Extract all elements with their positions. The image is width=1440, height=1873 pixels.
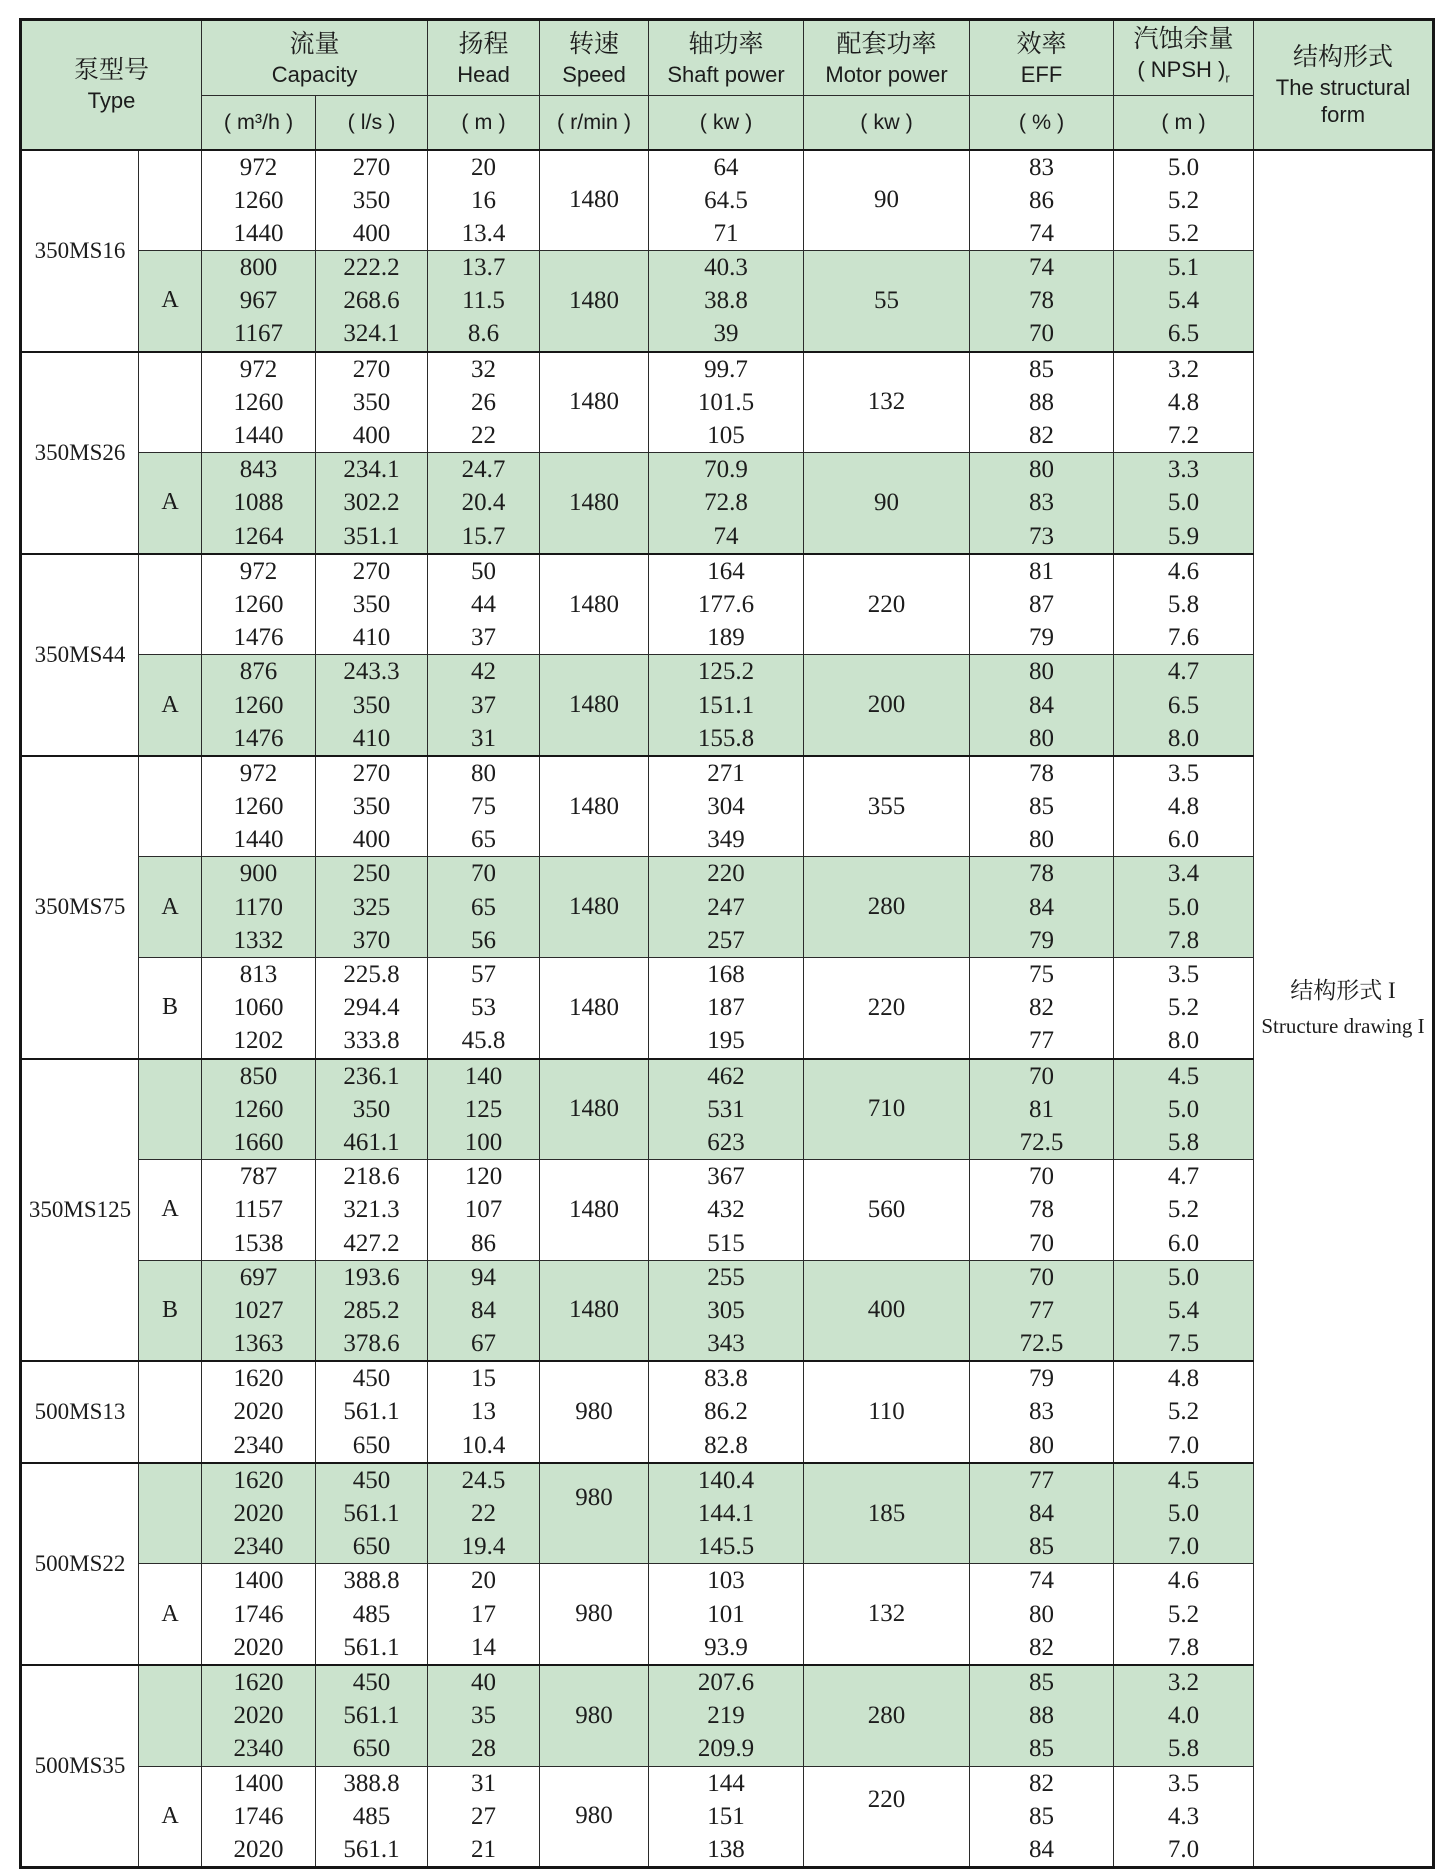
eff-cell: 81 87 79 [970, 554, 1114, 655]
header-eff: 效率 EFF [970, 20, 1114, 96]
table-row [21, 1059, 1434, 1160]
structure-form-cell [1254, 150, 1434, 1868]
header-speed: 转速 Speed [540, 20, 649, 96]
eff-cell: 80 83 73 [970, 453, 1114, 554]
speed-cell: 980 [540, 1361, 649, 1463]
eff-cell: 83 86 74 [970, 150, 1114, 251]
header-type-en: Type [87, 88, 136, 114]
head-cell: 80 75 65 [428, 756, 540, 857]
motor-power-cell: 710 [804, 1059, 970, 1160]
shaft-power-cell: 83.8 86.2 82.8 [649, 1361, 804, 1463]
model-cell: 350MS125 [21, 1059, 139, 1362]
unit-speed: ( r/min ) [540, 96, 649, 150]
table-row [21, 1160, 1434, 1261]
head-cell: 70 65 56 [428, 857, 540, 958]
variant-cell [139, 352, 202, 453]
speed-cell: 1480 [540, 251, 649, 352]
model-cell: 350MS44 [21, 554, 139, 756]
capacity-m3h-cell: 1620 2020 2340 [202, 1665, 316, 1766]
head-cell: 120 107 86 [428, 1160, 540, 1261]
motor-power-cell: 280 [804, 857, 970, 958]
npsh-cell: 3.5 4.8 6.0 [1114, 756, 1254, 857]
shaft-power-cell: 207.6 219 209.9 [649, 1665, 804, 1766]
shaft-power-cell: 125.2 151.1 155.8 [649, 655, 804, 756]
capacity-ls-cell: 234.1 302.2 351.1 [316, 453, 428, 554]
head-cell: 57 53 45.8 [428, 958, 540, 1059]
variant-cell: B [139, 1260, 202, 1361]
eff-cell: 78 84 79 [970, 857, 1114, 958]
variant-cell [139, 1463, 202, 1564]
capacity-ls-cell: 270 350 400 [316, 150, 428, 251]
head-cell: 13.7 11.5 8.6 [428, 251, 540, 352]
npsh-cell: 4.7 5.2 6.0 [1114, 1160, 1254, 1261]
header-head: 扬程 Head [428, 20, 540, 96]
capacity-m3h-cell: 876 1260 1476 [202, 655, 316, 756]
capacity-m3h-cell: 972 1260 1440 [202, 756, 316, 857]
table-row [21, 756, 1434, 857]
table-row [21, 857, 1434, 958]
unit-capacity-ls: ( l/s ) [316, 96, 428, 150]
head-cell: 140 125 100 [428, 1059, 540, 1160]
motor-power-cell: 355 [804, 756, 970, 857]
capacity-m3h-cell: 697 1027 1363 [202, 1260, 316, 1361]
table-row [21, 1463, 1434, 1564]
head-cell: 24.5 22 19.4 [428, 1463, 540, 1564]
shaft-power-cell: 220 247 257 [649, 857, 804, 958]
table-row [21, 251, 1434, 352]
variant-cell [139, 554, 202, 655]
speed-cell: 1480 [540, 857, 649, 958]
eff-cell: 79 83 80 [970, 1361, 1114, 1463]
variant-cell: A [139, 1564, 202, 1665]
structure-note-en: Structure drawing I [1261, 1014, 1425, 1039]
head-cell: 20 17 14 [428, 1564, 540, 1665]
header-npsh: 汽蚀余量 ( NPSH )$_r$ [1114, 20, 1254, 96]
capacity-m3h-cell: 843 1088 1264 [202, 453, 316, 554]
capacity-ls-cell: 450 561.1 650 [316, 1665, 428, 1766]
capacity-ls-cell: 270 350 410 [316, 554, 428, 655]
table-row [21, 352, 1434, 453]
eff-cell: 74 80 82 [970, 1564, 1114, 1665]
capacity-m3h-cell: 800 967 1167 [202, 251, 316, 352]
table-row [21, 958, 1434, 1059]
capacity-m3h-cell: 1400 1746 2020 [202, 1766, 316, 1868]
motor-power-cell: 220 [804, 554, 970, 655]
shaft-power-cell: 168 187 195 [649, 958, 804, 1059]
npsh-cell: 3.2 4.0 5.8 [1114, 1665, 1254, 1766]
motor-power-cell: 132 [804, 352, 970, 453]
head-cell: 50 44 37 [428, 554, 540, 655]
shaft-power-cell: 144 151 138 [649, 1766, 804, 1868]
motor-power-cell: 90 [804, 150, 970, 251]
header-type [21, 20, 202, 150]
capacity-ls-cell: 250 325 370 [316, 857, 428, 958]
capacity-m3h-cell: 972 1260 1440 [202, 150, 316, 251]
table-row [21, 655, 1434, 756]
variant-cell [139, 1361, 202, 1463]
header-motor-power: 配套功率 Motor power [804, 20, 970, 96]
table-row [21, 1260, 1434, 1361]
pump-table-body [21, 150, 1434, 1868]
head-cell: 42 37 31 [428, 655, 540, 756]
shaft-power-cell: 367 432 515 [649, 1160, 804, 1261]
shaft-power-cell: 140.4 144.1 145.5 [649, 1463, 804, 1564]
capacity-m3h-cell: 972 1260 1476 [202, 554, 316, 655]
eff-cell: 70 78 70 [970, 1160, 1114, 1261]
speed-cell: 1480 [540, 1160, 649, 1261]
head-cell: 31 27 21 [428, 1766, 540, 1868]
npsh-cell: 5.0 5.4 7.5 [1114, 1260, 1254, 1361]
speed-cell: 1480 [540, 453, 649, 554]
eff-cell: 74 78 70 [970, 251, 1114, 352]
eff-cell: 85 88 82 [970, 352, 1114, 453]
variant-cell: A [139, 453, 202, 554]
header-capacity: 流量 Capacity [202, 20, 428, 96]
variant-cell: A [139, 1766, 202, 1868]
model-cell: 350MS75 [21, 756, 139, 1059]
capacity-ls-cell: 450 561.1 650 [316, 1361, 428, 1463]
motor-power-cell: 185 [804, 1463, 970, 1564]
speed-cell: 1480 [540, 554, 649, 655]
shaft-power-cell: 40.3 38.8 39 [649, 251, 804, 352]
variant-cell [139, 1059, 202, 1160]
capacity-m3h-cell: 787 1157 1538 [202, 1160, 316, 1261]
npsh-cell: 5.0 5.2 5.2 [1114, 150, 1254, 251]
npsh-cell: 4.8 5.2 7.0 [1114, 1361, 1254, 1463]
speed-cell: 1480 [540, 1059, 649, 1160]
speed-cell: 1480 [540, 1260, 649, 1361]
head-cell: 32 26 22 [428, 352, 540, 453]
capacity-m3h-cell: 813 1060 1202 [202, 958, 316, 1059]
npsh-cell: 4.5 5.0 5.8 [1114, 1059, 1254, 1160]
motor-power-cell: 400 [804, 1260, 970, 1361]
speed-cell: 1480 [540, 756, 649, 857]
variant-cell: A [139, 655, 202, 756]
eff-cell: 70 81 72.5 [970, 1059, 1114, 1160]
table-row [21, 453, 1434, 554]
head-cell: 24.7 20.4 15.7 [428, 453, 540, 554]
structure-note-zh: 结构形式 I [1290, 978, 1396, 1004]
npsh-cell: 4.6 5.8 7.6 [1114, 554, 1254, 655]
capacity-m3h-cell: 850 1260 1660 [202, 1059, 316, 1160]
shaft-power-cell: 271 304 349 [649, 756, 804, 857]
unit-capacity-m3h: ( m³/h ) [202, 96, 316, 150]
unit-eff: ( % ) [970, 96, 1114, 150]
motor-power-cell: 55 [804, 251, 970, 352]
model-cell: 500MS13 [21, 1361, 139, 1463]
unit-head: ( m ) [428, 96, 540, 150]
capacity-ls-cell: 218.6 321.3 427.2 [316, 1160, 428, 1261]
model-cell: 350MS26 [21, 352, 139, 554]
capacity-ls-cell: 270 350 400 [316, 352, 428, 453]
variant-cell [139, 756, 202, 857]
head-cell: 20 16 13.4 [428, 150, 540, 251]
header-type-zh: 泵型号 [74, 56, 150, 85]
table-header [21, 20, 1434, 150]
variant-cell [139, 1665, 202, 1766]
shaft-power-cell: 99.7 101.5 105 [649, 352, 804, 453]
speed-cell: 1480 [540, 958, 649, 1059]
shaft-power-cell: 462 531 623 [649, 1059, 804, 1160]
npsh-cell: 3.5 5.2 8.0 [1114, 958, 1254, 1059]
npsh-cell: 3.2 4.8 7.2 [1114, 352, 1254, 453]
npsh-cell: 5.1 5.4 6.5 [1114, 251, 1254, 352]
header-structure: 结构形式 The structural form [1254, 20, 1434, 150]
table-row [21, 1766, 1434, 1868]
speed-cell: 1480 [540, 150, 649, 251]
head-cell: 40 35 28 [428, 1665, 540, 1766]
speed-cell: 980 [540, 1766, 649, 1868]
npsh-cell: 3.3 5.0 5.9 [1114, 453, 1254, 554]
npsh-cell: 4.7 6.5 8.0 [1114, 655, 1254, 756]
capacity-ls-cell: 450 561.1 650 [316, 1463, 428, 1564]
eff-cell: 85 88 85 [970, 1665, 1114, 1766]
capacity-ls-cell: 388.8 485 561.1 [316, 1564, 428, 1665]
table-row [21, 1361, 1434, 1463]
variant-cell [139, 150, 202, 251]
model-cell: 350MS16 [21, 150, 139, 352]
npsh-cell: 3.4 5.0 7.8 [1114, 857, 1254, 958]
variant-cell: A [139, 857, 202, 958]
pump-spec-table [19, 18, 1435, 1869]
model-cell: 500MS22 [21, 1463, 139, 1665]
capacity-ls-cell: 270 350 400 [316, 756, 428, 857]
npsh-cell: 3.5 4.3 7.0 [1114, 1766, 1254, 1868]
capacity-m3h-cell: 1620 2020 2340 [202, 1361, 316, 1463]
model-cell: 500MS35 [21, 1665, 139, 1868]
npsh-cell: 4.5 5.0 7.0 [1114, 1463, 1254, 1564]
eff-cell: 82 85 84 [970, 1766, 1114, 1868]
variant-cell: B [139, 958, 202, 1059]
capacity-m3h-cell: 972 1260 1440 [202, 352, 316, 453]
shaft-power-cell: 255 305 343 [649, 1260, 804, 1361]
head-cell: 94 84 67 [428, 1260, 540, 1361]
capacity-ls-cell: 388.8 485 561.1 [316, 1766, 428, 1868]
speed-cell: 980 [540, 1665, 649, 1766]
shaft-power-cell: 70.9 72.8 74 [649, 453, 804, 554]
variant-cell: A [139, 1160, 202, 1261]
speed-cell: 1480 [540, 352, 649, 453]
npsh-cell: 4.6 5.2 7.8 [1114, 1564, 1254, 1665]
variant-cell: A [139, 251, 202, 352]
unit-npsh: ( m ) [1114, 96, 1254, 150]
eff-cell: 75 82 77 [970, 958, 1114, 1059]
motor-power-cell: 200 [804, 655, 970, 756]
eff-cell: 80 84 80 [970, 655, 1114, 756]
table-row [21, 1665, 1434, 1766]
motor-power-cell: 90 [804, 453, 970, 554]
capacity-ls-cell: 222.2 268.6 324.1 [316, 251, 428, 352]
table-row [21, 150, 1434, 251]
unit-shaft-power: ( kw ) [649, 96, 804, 150]
eff-cell: 77 84 85 [970, 1463, 1114, 1564]
capacity-ls-cell: 236.1 350 461.1 [316, 1059, 428, 1160]
eff-cell: 78 85 80 [970, 756, 1114, 857]
motor-power-cell: 220 [804, 958, 970, 1059]
head-cell: 15 13 10.4 [428, 1361, 540, 1463]
capacity-m3h-cell: 900 1170 1332 [202, 857, 316, 958]
shaft-power-cell: 64 64.5 71 [649, 150, 804, 251]
capacity-m3h-cell: 1400 1746 2020 [202, 1564, 316, 1665]
shaft-power-cell: 103 101 93.9 [649, 1564, 804, 1665]
motor-power-cell: 560 [804, 1160, 970, 1261]
speed-cell: 1480 [540, 655, 649, 756]
speed-cell: 980 [540, 1564, 649, 1665]
eff-cell: 70 77 72.5 [970, 1260, 1114, 1361]
unit-motor-power: ( kw ) [804, 96, 970, 150]
table-row [21, 554, 1434, 655]
table-row [21, 1564, 1434, 1665]
shaft-power-cell: 164 177.6 189 [649, 554, 804, 655]
capacity-ls-cell: 193.6 285.2 378.6 [316, 1260, 428, 1361]
speed-cell: 980 [540, 1463, 649, 1564]
header-shaft-power: 轴功率 Shaft power [649, 20, 804, 96]
motor-power-cell: 280 [804, 1665, 970, 1766]
capacity-m3h-cell: 1620 2020 2340 [202, 1463, 316, 1564]
capacity-ls-cell: 243.3 350 410 [316, 655, 428, 756]
motor-power-cell: 220 [804, 1766, 970, 1868]
motor-power-cell: 110 [804, 1361, 970, 1463]
capacity-ls-cell: 225.8 294.4 333.8 [316, 958, 428, 1059]
motor-power-cell: 132 [804, 1564, 970, 1665]
